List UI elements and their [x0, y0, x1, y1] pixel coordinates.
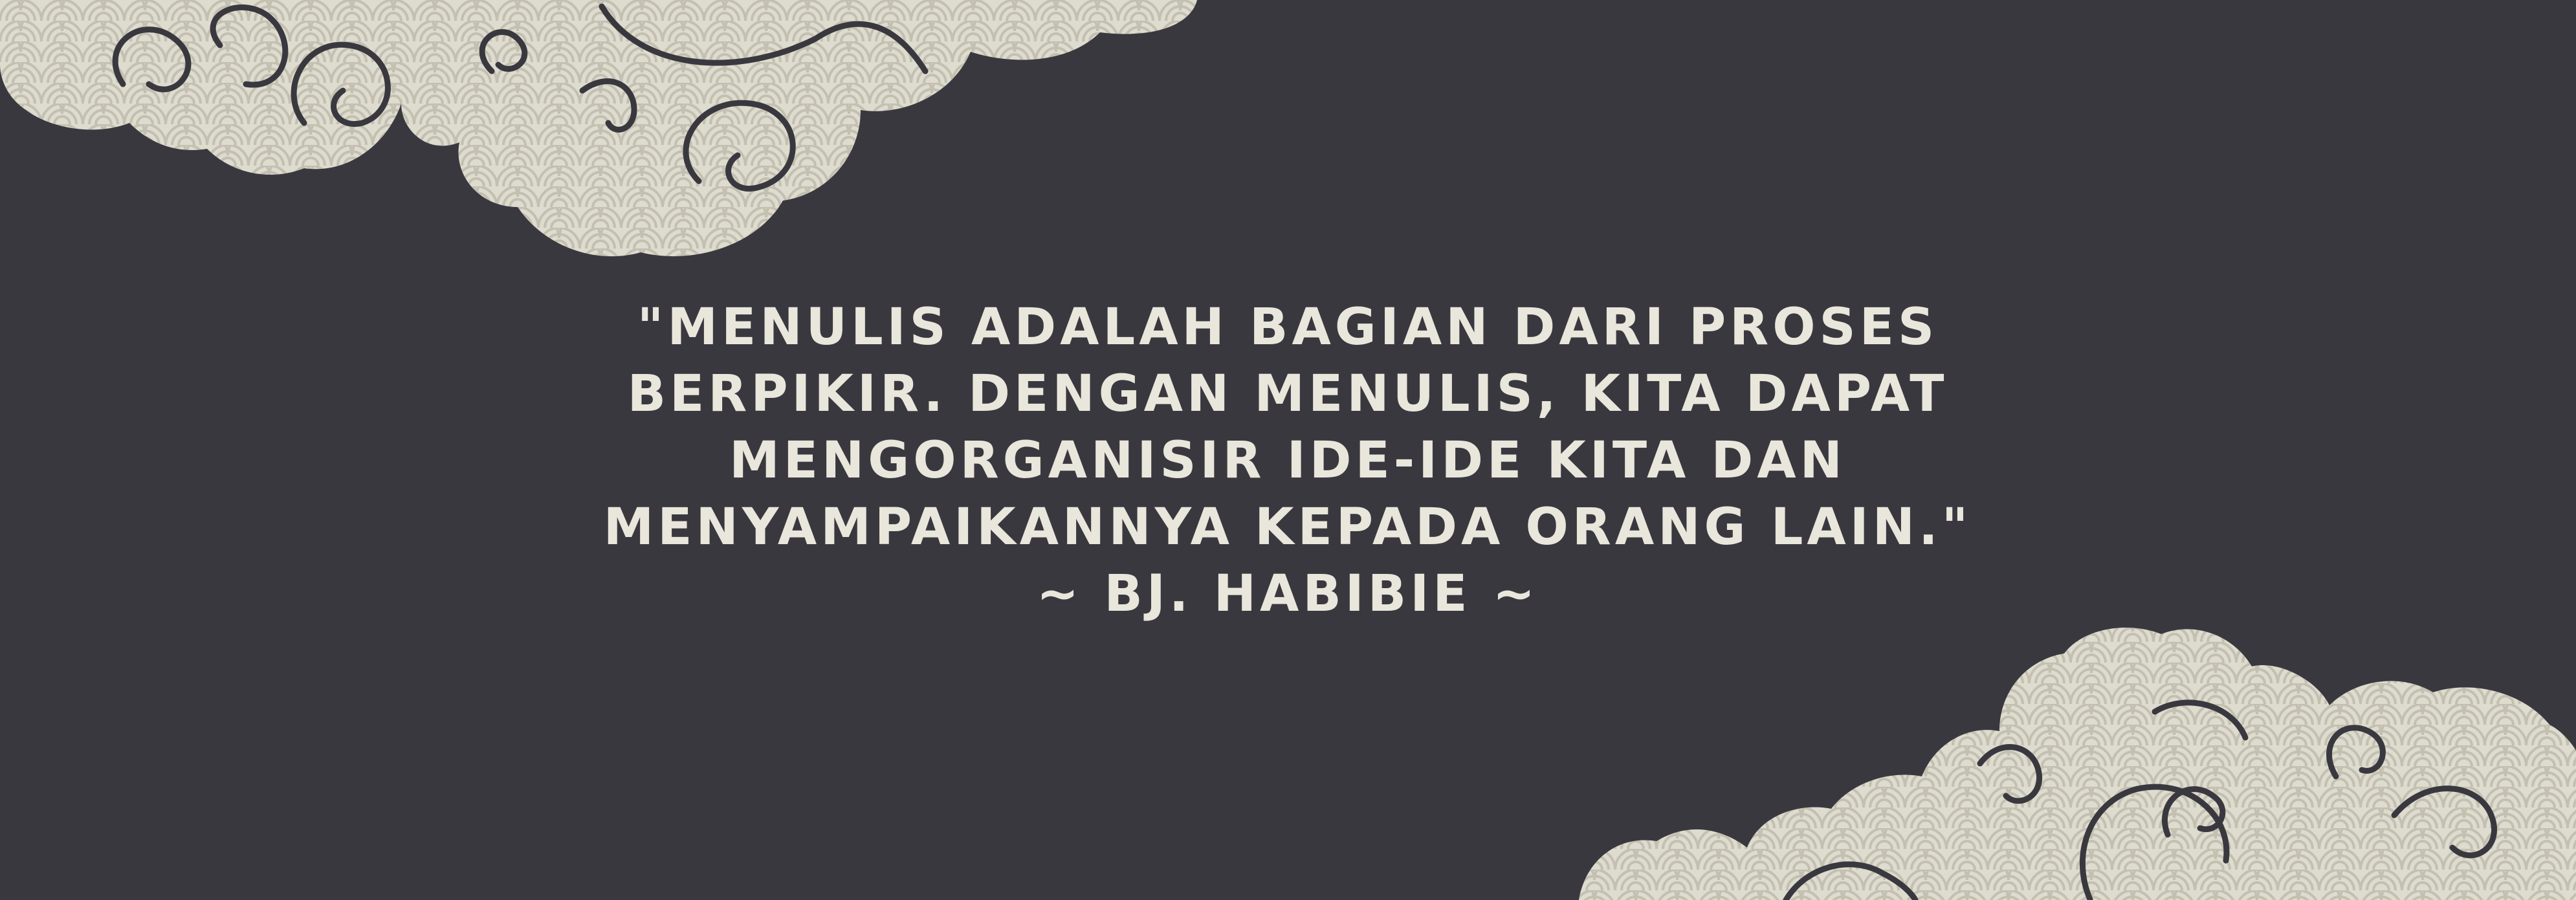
cloud-top-left — [0, 0, 1197, 256]
quote-line: BERPIKIR. DENGAN MENULIS, KITA DAPAT — [627, 365, 1948, 423]
quote-line: MENYAMPAIKANNYA KEPADA ORANG LAIN." — [603, 498, 1972, 556]
quote — [511, 294, 2064, 628]
quote-line: "MENULIS ADALAH BAGIAN DARI PROSES — [637, 298, 1939, 357]
cloud-bottom-right — [1579, 628, 2576, 900]
quote-attribution: ~ BJ. HABIBIE ~ — [1036, 565, 1539, 623]
quote-line: MENGORGANISIR IDE-IDE KITA DAN — [729, 432, 1846, 490]
